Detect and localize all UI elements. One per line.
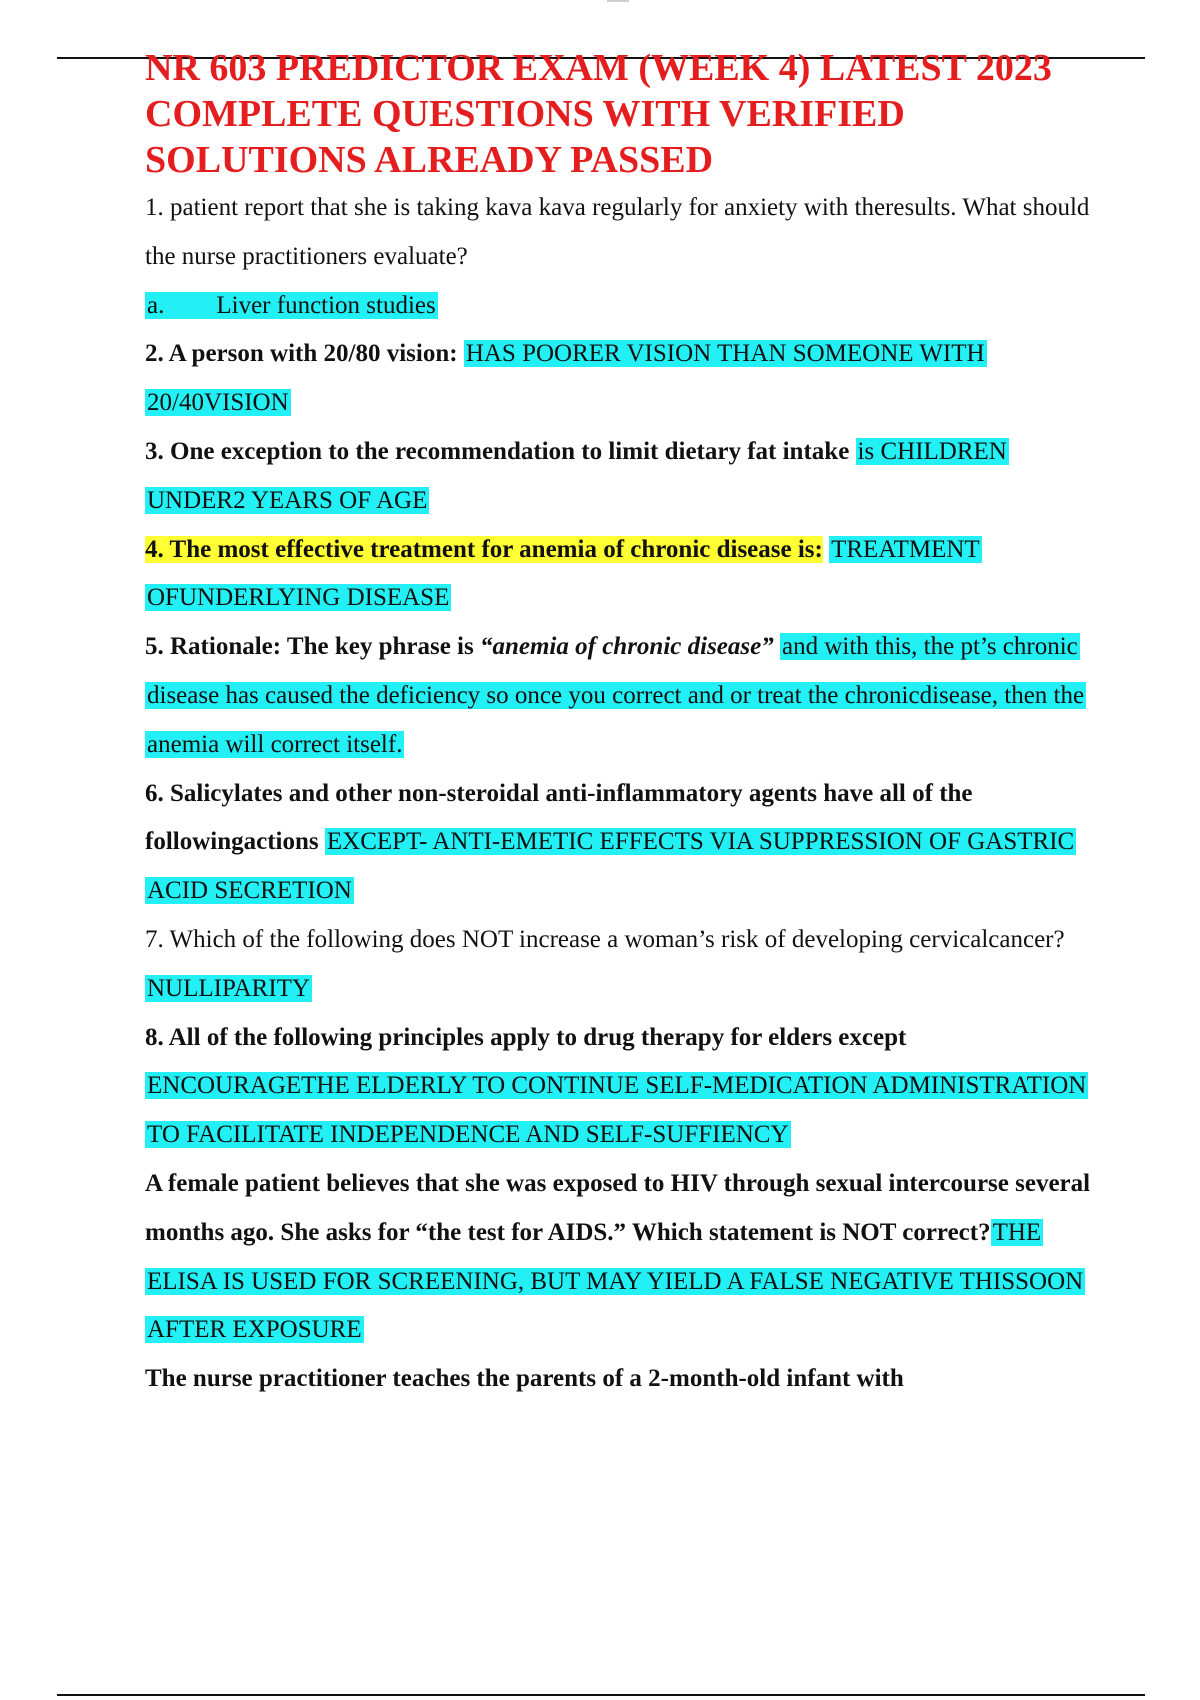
question-9 (145, 1160, 1095, 1355)
question-3-answer: is CHILDREN UNDER2 YEARS OF AGE (147, 437, 1007, 514)
question-4-answer: TREATMENT OFUNDERLYING DISEASE (147, 535, 980, 612)
question-7 (145, 916, 1095, 1014)
question-5 (145, 623, 1095, 769)
question-1-text: 1. patient report that she is taking kava kava regularly for anxiety with theresults. What should the nurse practitioners evaluate? (145, 194, 1090, 270)
question-6 (145, 770, 1095, 916)
question-2-answer: HAS POORER VISION THAN SOMEONE WITH 20/40VISION (147, 340, 985, 417)
question-9-answer: THE ELISA IS USED FOR SCREENING, BUT MAY YIELD A FALSE NEGATIVE THISSOON AFTER EXPOSURE (147, 1218, 1084, 1344)
question-4 (145, 526, 1095, 624)
question-7-answer: NULLIPARITY (147, 974, 310, 1002)
question-8 (145, 1014, 1095, 1160)
footer-rule (57, 1694, 1145, 1696)
question-6-text: 6. Salicylates and other non-steroidal anti-inflammatory agents have all of the followingactions (145, 779, 973, 856)
question-8-text: 8. All of the following principles apply to drug therapy for elders except (145, 1023, 907, 1051)
question-10 (145, 1355, 1095, 1404)
option-letter: a. (147, 291, 165, 319)
page-top-mark (607, 0, 629, 2)
question-1-answer (145, 292, 438, 319)
question-1-option (145, 282, 1095, 331)
question-3 (145, 428, 1095, 526)
question-9-text: A female patient believes that she was exposed to HIV through sexual intercourse several months ago. She asks for “the test for AIDS.” Which statement is NOT correct? (145, 1169, 1091, 1246)
option-text: Liver function studies (216, 291, 436, 319)
question-3-text: 3. One exception to the recommendation to limit dietary fat intake (145, 437, 850, 465)
question-4-text: 4. The most effective treatment for anemia of chronic disease is: (145, 535, 823, 563)
question-10-text: The nurse practitioner teaches the parents of a 2-month-old infant with (145, 1365, 904, 1393)
question-2-text: 2. A person with 20/80 vision: (145, 340, 458, 368)
question-5-phrase: “anemia of chronic disease” (479, 633, 774, 661)
question-1 (145, 184, 1095, 282)
question-7-text: 7. Which of the following does NOT increase a woman’s risk of developing cervicalcancer? (145, 925, 1065, 953)
question-6-answer: EXCEPT- ANTI-EMETIC EFFECTS VIA SUPPRESSION OF GASTRIC ACID SECRETION (147, 828, 1075, 905)
question-5-prefix: 5. Rationale: The key phrase is (145, 633, 474, 661)
document-body (145, 184, 1095, 1404)
question-2 (145, 330, 1095, 428)
document-title: NR 603 PREDICTOR EXAM (WEEK 4) LATEST 2023 COMPLETE QUESTIONS WITH VERIFIED SOLUTIONS ALREADY PASSED (145, 47, 1052, 181)
question-5-answer: and with this, the pt’s chronic disease has caused the deficiency so once you correct and or treat the chronicdisease, then the anemia will correct itself. (147, 633, 1085, 758)
question-8-answer: ENCOURAGETHE ELDERLY TO CONTINUE SELF-MEDICATION ADMINISTRATION TO FACILITATE INDEPENDENCE AND SELF-SUFFIENCY (147, 1072, 1087, 1149)
